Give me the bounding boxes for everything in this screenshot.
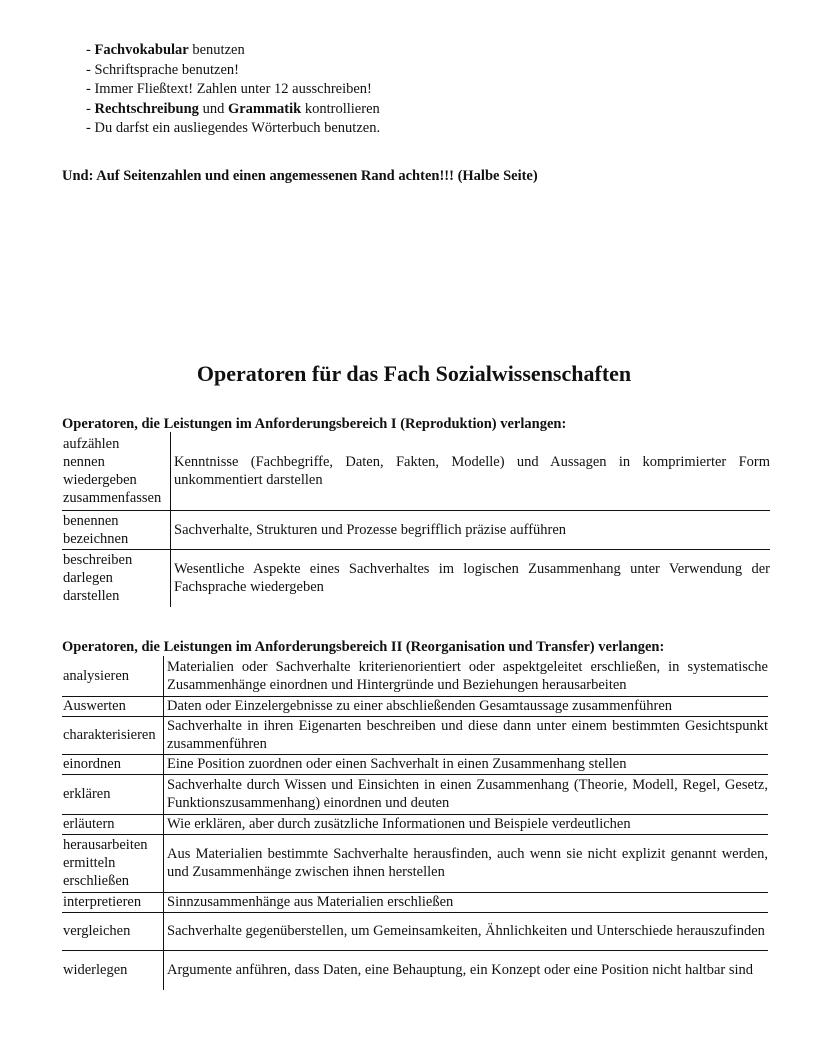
bullet-dash: - <box>86 120 95 137</box>
operator-cell <box>62 892 164 912</box>
operator-term: Auswerten <box>63 698 126 714</box>
operator-term: zusammenfassen <box>63 489 162 506</box>
section-2-heading: Operatoren, die Leistungen im Anforderungsbereich II (Reorganisation und Transfer) verlangen: <box>62 639 665 655</box>
operator-term: darlegen <box>63 570 113 587</box>
table-row <box>62 950 768 990</box>
operator-cell <box>62 716 164 754</box>
table-row <box>62 834 768 892</box>
table-row <box>62 716 768 754</box>
operator-term: charakterisieren <box>63 727 156 743</box>
operator-description: Sachverhalte durch Wissen und Einsichten in einen Zusammenhang (Theorie, Modell, Regel, Gesetz, Funktionszusammenhang) einordnen und deuten <box>164 774 769 814</box>
operator-cell <box>62 774 164 814</box>
operator-description: Wie erklären, aber durch zusätzliche Informationen und Beispiele verdeutlichen <box>164 814 769 834</box>
list-item <box>86 100 380 120</box>
operator-term: erklären <box>63 786 111 802</box>
bold-term: Fachvokabular <box>94 42 189 58</box>
list-item <box>86 119 380 139</box>
operator-description: Sachverhalte gegenüberstellen, um Gemeinsamkeiten, Ähnlichkeiten und Unterschiede herauszufinden <box>164 912 769 950</box>
operator-cell <box>62 549 171 607</box>
margin-note: Und: Auf Seitenzahlen und einen angemessenen Rand achten!!! (Halbe Seite) <box>62 168 538 184</box>
table-row <box>62 432 770 510</box>
operator-description: Sinnzusammenhänge aus Materialien erschließen <box>164 892 769 912</box>
operator-cell <box>62 432 171 510</box>
operator-cell <box>62 510 171 549</box>
operator-description: Argumente anführen, dass Daten, eine Behauptung, ein Konzept oder eine Position nicht haltbar sind <box>167 962 754 979</box>
operator-cell <box>62 912 164 950</box>
operator-term: vergleichen <box>63 923 131 939</box>
operator-cell <box>62 656 164 696</box>
table-row <box>62 696 768 716</box>
list-item <box>86 41 380 61</box>
bullet-dash: - <box>86 42 95 58</box>
operator-description: Wesentliche Aspekte eines Sachverhaltes im logischen Zusammenhang unter Verwendung der Fachsprache wiedergeben <box>174 561 770 596</box>
operator-term: einordnen <box>63 756 121 772</box>
operator-term: erläutern <box>63 816 115 832</box>
bullet-dash: - <box>86 81 95 98</box>
operator-description: Kenntnisse (Fachbegriffe, Daten, Fakten, Modelle) und Aussagen in komprimierter Form unkommentiert darstellen <box>171 432 771 510</box>
operator-cell <box>62 754 164 774</box>
bold-term: Rechtschreibung <box>94 100 199 117</box>
instruction-list <box>86 41 380 139</box>
table-row <box>62 754 768 774</box>
list-text: Schriftsprache benutzen! <box>94 61 240 78</box>
operator-cell <box>62 696 164 716</box>
operator-cell <box>62 834 164 892</box>
operator-term: herausarbeiten <box>63 837 148 853</box>
table-row <box>62 912 768 950</box>
operator-term: aufzählen <box>63 435 120 452</box>
operator-term: benennen <box>63 512 119 529</box>
operator-description: Aus Materialien bestimmte Sachverhalte herausfinden, auch wenn sie nicht explizit genannt werden, und Zusammenhänge zwischen ihnen herstellen <box>164 834 769 892</box>
table-row <box>62 892 768 912</box>
operator-table-1 <box>62 432 770 607</box>
bullet-dash: - <box>86 100 95 117</box>
table-row <box>62 549 770 607</box>
table-row <box>62 656 768 696</box>
list-text: benutzen <box>188 42 245 58</box>
bullet-dash: - <box>86 61 95 78</box>
section-1-heading: Operatoren, die Leistungen im Anforderungsbereich I (Reproduktion) verlangen: <box>62 416 567 432</box>
bold-term: Grammatik <box>227 100 302 117</box>
list-text: kontrollieren <box>301 100 380 117</box>
operator-term: interpretieren <box>63 894 142 910</box>
operator-description: Sachverhalte in ihren Eigenarten beschreiben und diese dann unter einem bestimmten Gesichtspunkt zusammenführen <box>164 716 769 754</box>
operator-description: Eine Position zuordnen oder einen Sachverhalt in einen Zusammenhang stellen <box>164 754 769 774</box>
table-row <box>62 510 770 549</box>
operator-description: Materialien oder Sachverhalte kriterienorientiert oder aspektgeleitet erschließen, in systematische Zusammenhänge einordnen und Hintergründe und Beziehungen herausarbeiten <box>164 656 769 696</box>
table-row <box>62 774 768 814</box>
operator-term: bezeichnen <box>63 530 129 547</box>
operator-term: erschließen <box>63 873 130 889</box>
operator-table-2 <box>62 656 768 990</box>
list-text: Du darfst ein ausliegendes Wörterbuch benutzen. <box>94 120 381 137</box>
list-item <box>86 61 380 81</box>
operator-term: ermitteln <box>63 855 116 871</box>
list-item <box>86 80 380 100</box>
operator-cell <box>62 950 164 990</box>
operator-term: analysieren <box>63 667 130 684</box>
operator-term: widerlegen <box>63 962 128 979</box>
list-text: Immer Fließtext! Zahlen unter 12 ausschreiben! <box>94 81 372 98</box>
operator-description: Daten oder Einzelergebnisse zu einer abschließenden Gesamtaussage zusammenführen <box>164 696 769 716</box>
page-title: Operatoren für das Fach Sozialwissenschaften <box>196 361 632 386</box>
operator-term: beschreiben <box>63 552 133 569</box>
table-row <box>62 814 768 834</box>
operator-term: nennen <box>63 453 105 470</box>
operator-term: darstellen <box>63 588 120 605</box>
operator-cell <box>62 814 164 834</box>
list-text: und <box>198 100 228 117</box>
operator-description: Sachverhalte, Strukturen und Prozesse begrifflich präzise aufführen <box>171 510 771 549</box>
operator-term: wiedergeben <box>63 471 137 488</box>
